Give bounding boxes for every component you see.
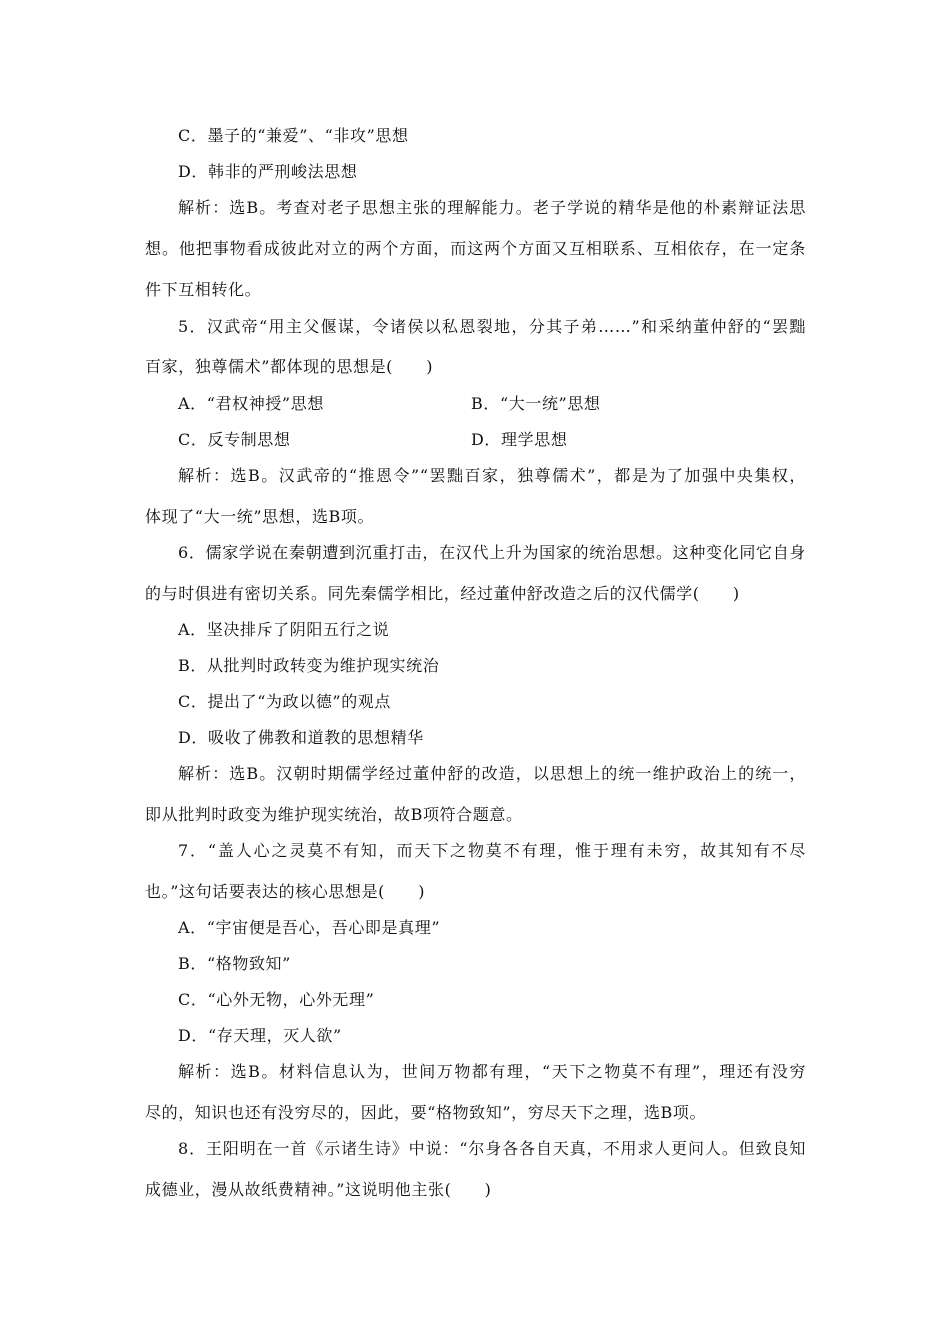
analysis-q4-line2: 想。他把事物看成彼此对立的两个方面，而这两个方面又互相联系、互相依存，在一定条 bbox=[145, 239, 806, 258]
question-7-line2: 也。”这句话要表达的核心思想是( ) bbox=[145, 882, 426, 901]
question-8-line2: 成德业，漫从故纸费精神。”这说明他主张( ) bbox=[145, 1180, 492, 1199]
analysis-q7-line1: 解析：选B。材料信息认为，世间万物都有理，“天下之物莫不有理”，理还有没穷 bbox=[178, 1062, 806, 1081]
question-7-line1: 7．“盖人心之灵莫不有知，而天下之物莫不有理，惟于理有未穷，故其知有不尽 bbox=[178, 841, 806, 860]
option-c-q4: C．墨子的“兼爱”、“非攻”思想 bbox=[178, 126, 409, 145]
option-b-q5: B．“大一统”思想 bbox=[471, 394, 601, 413]
option-c-q5: C．反专制思想 bbox=[178, 430, 291, 449]
question-6-line1: 6．儒家学说在秦朝遭到沉重打击，在汉代上升为国家的统治思想。这种变化同它自身 bbox=[178, 543, 806, 562]
option-a-q6: A．坚决排斥了阴阳五行之说 bbox=[178, 620, 390, 639]
question-5-line2: 百家，独尊儒术”都体现的思想是( ) bbox=[145, 357, 434, 376]
option-d-q7: D．“存天理，灭人欲” bbox=[178, 1026, 342, 1045]
analysis-q6-line2: 即从批判时政变为维护现实统治，故B项符合题意。 bbox=[145, 805, 523, 824]
option-d-q6: D．吸收了佛教和道教的思想精华 bbox=[178, 728, 424, 747]
analysis-q5-line1: 解析：选B。汉武帝的“推恩令”“罢黜百家，独尊儒术”，都是为了加强中央集权， bbox=[178, 466, 806, 485]
analysis-q6-line1: 解析：选B。汉朝时期儒学经过董仲舒的改造，以思想上的统一维护政治上的统一， bbox=[178, 764, 806, 783]
option-b-q6: B．从批判时政转变为维护现实统治 bbox=[178, 656, 440, 675]
option-a-q7: A．“宇宙便是吾心，吾心即是真理” bbox=[178, 918, 441, 937]
question-6-line2: 的与时俱进有密切关系。同先秦儒学相比，经过董仲舒改造之后的汉代儒学( ) bbox=[145, 584, 740, 603]
option-d-q4: D．韩非的严刑峻法思想 bbox=[178, 162, 358, 181]
option-d-q5: D．理学思想 bbox=[471, 430, 568, 449]
analysis-q4-line1: 解析：选B。考查对老子思想主张的理解能力。老子学说的精华是他的朴素辩证法思 bbox=[178, 198, 806, 217]
analysis-q4-line3: 件下互相转化。 bbox=[145, 280, 262, 299]
option-a-q5: A．“君权神授”思想 bbox=[178, 394, 324, 413]
option-c-q6: C．提出了“为政以德”的观点 bbox=[178, 692, 392, 711]
option-b-q7: B．“格物致知” bbox=[178, 954, 291, 973]
option-c-q7: C．“心外无物，心外无理” bbox=[178, 990, 375, 1009]
analysis-q5-line2: 体现了“大一统”思想，选B项。 bbox=[145, 507, 375, 526]
analysis-q7-line2: 尽的，知识也还有没穷尽的，因此，要“格物致知”，穷尽天下之理，选B项。 bbox=[145, 1103, 707, 1122]
question-5-line1: 5．汉武帝“用主父偃谋，令诸侯以私恩裂地，分其子弟……”和采纳董仲舒的“罢黜 bbox=[178, 317, 806, 336]
question-8-line1: 8．王阳明在一首《示诸生诗》中说：“尔身各各自天真，不用求人更问人。但致良知 bbox=[178, 1139, 806, 1158]
